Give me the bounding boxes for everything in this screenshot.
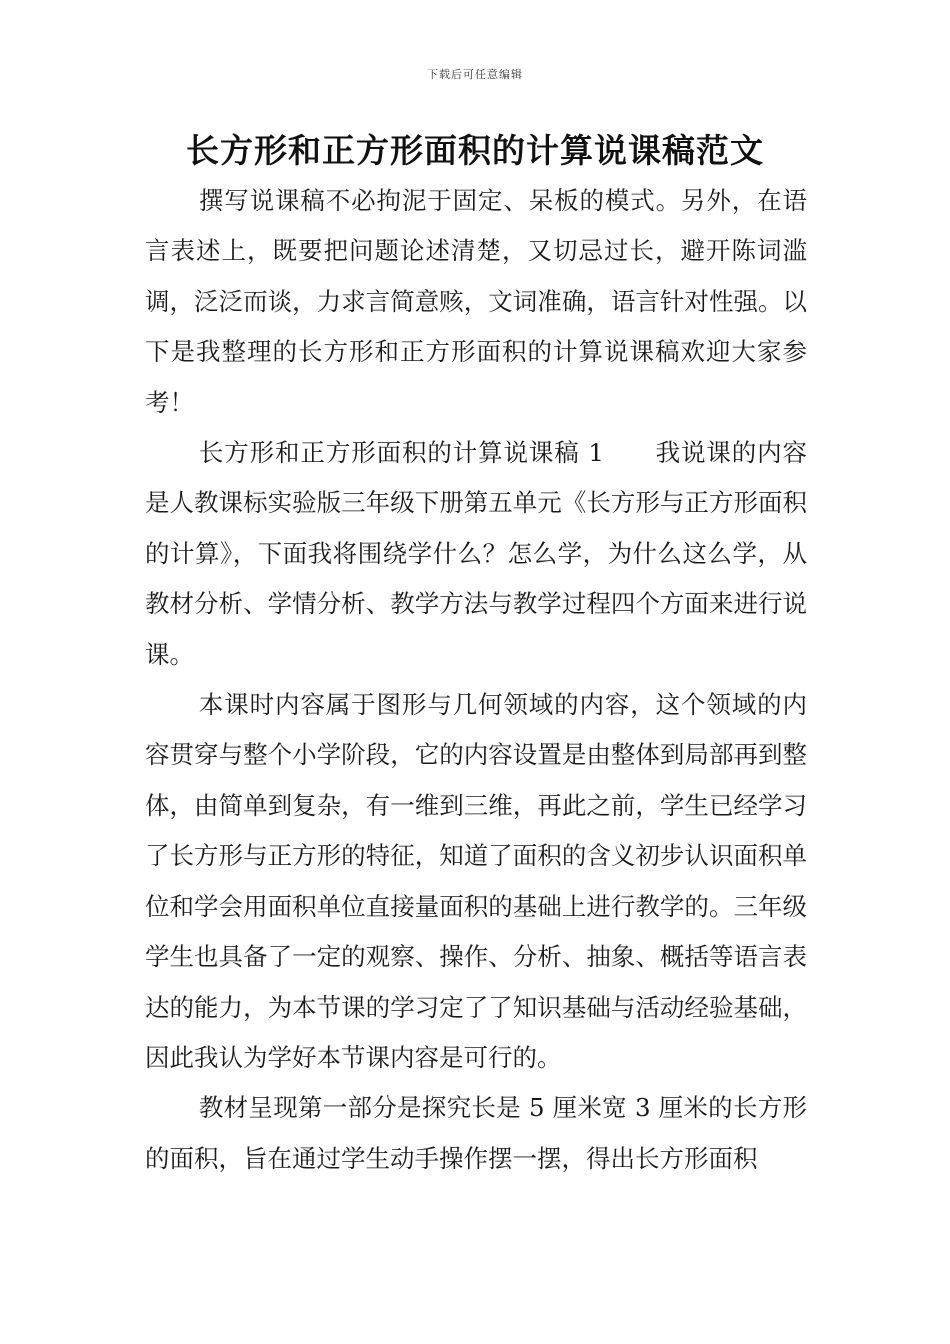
- document-body: [145, 176, 807, 1184]
- paragraph-lesson-content: 长方形和正方形面积的计算说课稿 1 我说课的内容是人教课标实验版三年级下册第五单元《长方形与正方形面积的计算》，下面我将围绕学什么？怎么学，为什么这么学，从教材分析、学情分析、教学方法与教学过程四个方面来进行说课。: [145, 438, 807, 669]
- paragraph-analysis: 本课时内容属于图形与几何领域的内容，这个领域的内容贯穿与整个小学阶段，它的内容设置是由整体到局部再到整体，由简单到复杂，有一维到三维，再此之前，学生已经学习了长方形与正方形的特征，知道了面积的含义初步认识面积单位和学会用面积单位直接量面积的基础上进行教学的。三年级学生也具备了一定的观察、操作、分析、抽象、概括等语言表达的能力，为本节课的学习定了了知识基础与活动经验基础，因此我认为学好本节课内容是可行的。: [145, 690, 807, 1072]
- document-title: 长方形和正方形面积的计算说课稿范文: [186, 131, 764, 170]
- paragraph-textbook: 教材呈现第一部分是探究长是 5 厘米宽 3 厘米的长方形的面积，旨在通过学生动手操作摆一摆，得出长方形面积: [145, 1093, 807, 1173]
- paragraph-intro: 撰写说课稿不必拘泥于固定、呆板的模式。另外，在语言表述上，既要把问题论述清楚，又切忌过长，避开陈词滥调，泛泛而谈，力求言简意赅，文词准确，语言针对性强。以下是我整理的长方形和正方形面积的计算说课稿欢迎大家参考！: [145, 186, 807, 417]
- header-note: 下载后可任意编辑: [427, 68, 523, 81]
